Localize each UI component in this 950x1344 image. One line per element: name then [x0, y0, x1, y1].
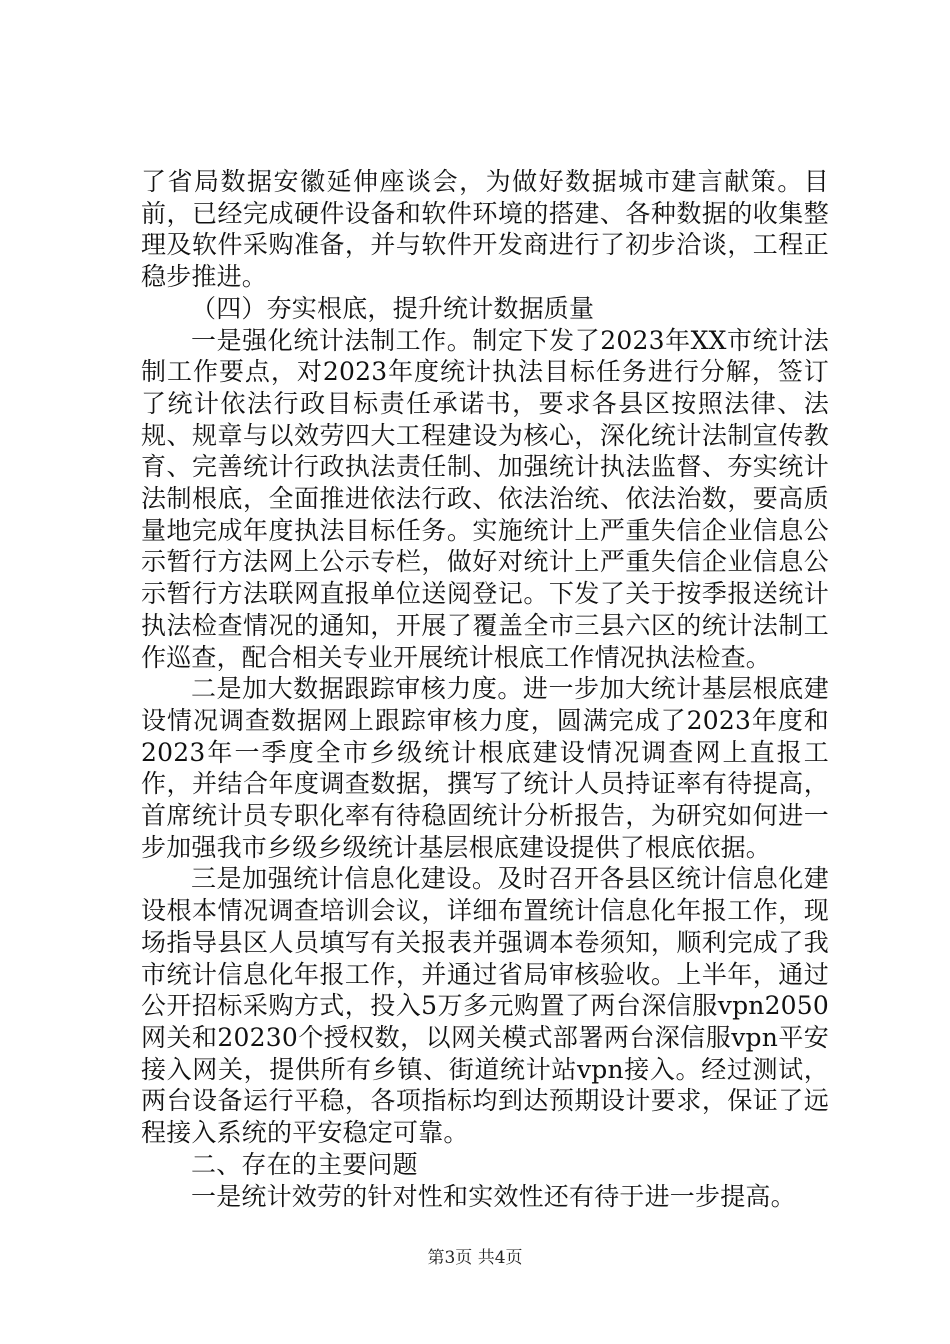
- section-heading-four: （四）夯实根底，提升统计数据质量: [191, 293, 595, 323]
- paragraph-continuation: 了省局数据安徽延伸座谈会，为做好数据城市建言献策。目前，已经完成硬件设备和软件环境的搭建、各种数据的收集整理及软件采购准备，并与软件开发商进行了初步洽谈，工程正稳步推进。: [141, 167, 829, 292]
- page-footer: 第3页 共4页: [427, 1248, 523, 1268]
- paragraph-problem-one: 一是统计效劳的针对性和实效性还有待于进一步提高。: [191, 1181, 796, 1211]
- paragraph-informatization: 三是加强统计信息化建设。及时召开各县区统计信息化建设根本情况调查培训会议，详细布置统计信息化年报工作，现场指导县区人员填写有关报表并强调本卷须知，顺利完成了我市统计信息化年报工作，并通过省局审核验收。上半年，通过公开招标采购方式，投入5万多元购置了两台深信服vpn2050网关和20230个授权数，以网关模式部署两台深信服vpn平安接入网关，提供所有乡镇、街道统计站vpn接入。经过测试，两台设备运行平稳，各项指标均到达预期设计要求，保证了远程接入系统的平安稳定可靠。: [141, 864, 829, 1148]
- document-body: [141, 166, 829, 1212]
- section-heading-problems: 二、存在的主要问题: [191, 1149, 418, 1179]
- paragraph-data-audit: 二是加大数据跟踪审核力度。进一步加大统计基层根底建设情况调查数据网上跟踪审核力度，圆满完成了2023年度和2023年一季度全市乡级统计根底建设情况调查网上直报工作，并结合年度调查数据，撰写了统计人员持证率有待提高，首席统计员专职化率有待稳固统计分析报告，为研究如何进一步加强我市乡级乡级统计基层根底建设提供了根底依据。: [141, 674, 829, 862]
- paragraph-legal-work: 一是强化统计法制工作。制定下发了2023年XX市统计法制工作要点，对2023年度统计执法目标任务进行分解，签订了统计依法行政目标责任承诺书，要求各县区按照法律、法规、规章与以效劳四大工程建设为核心，深化统计法制宣传教育、完善统计行政执法责任制、加强统计执法监督、夯实统计法制根底，全面推进依法行政、依法治统、依法治数，要高质量地完成年度执法目标任务。实施统计上严重失信企业信息公示暂行方法网上公示专栏，做好对统计上严重失信企业信息公示暂行方法联网直报单位送阅登记。下发了关于按季报送统计执法检查情况的通知，开展了覆盖全市三县六区的统计法制工作巡查，配合相关专业开展统计根底工作情况执法检查。: [141, 325, 829, 672]
